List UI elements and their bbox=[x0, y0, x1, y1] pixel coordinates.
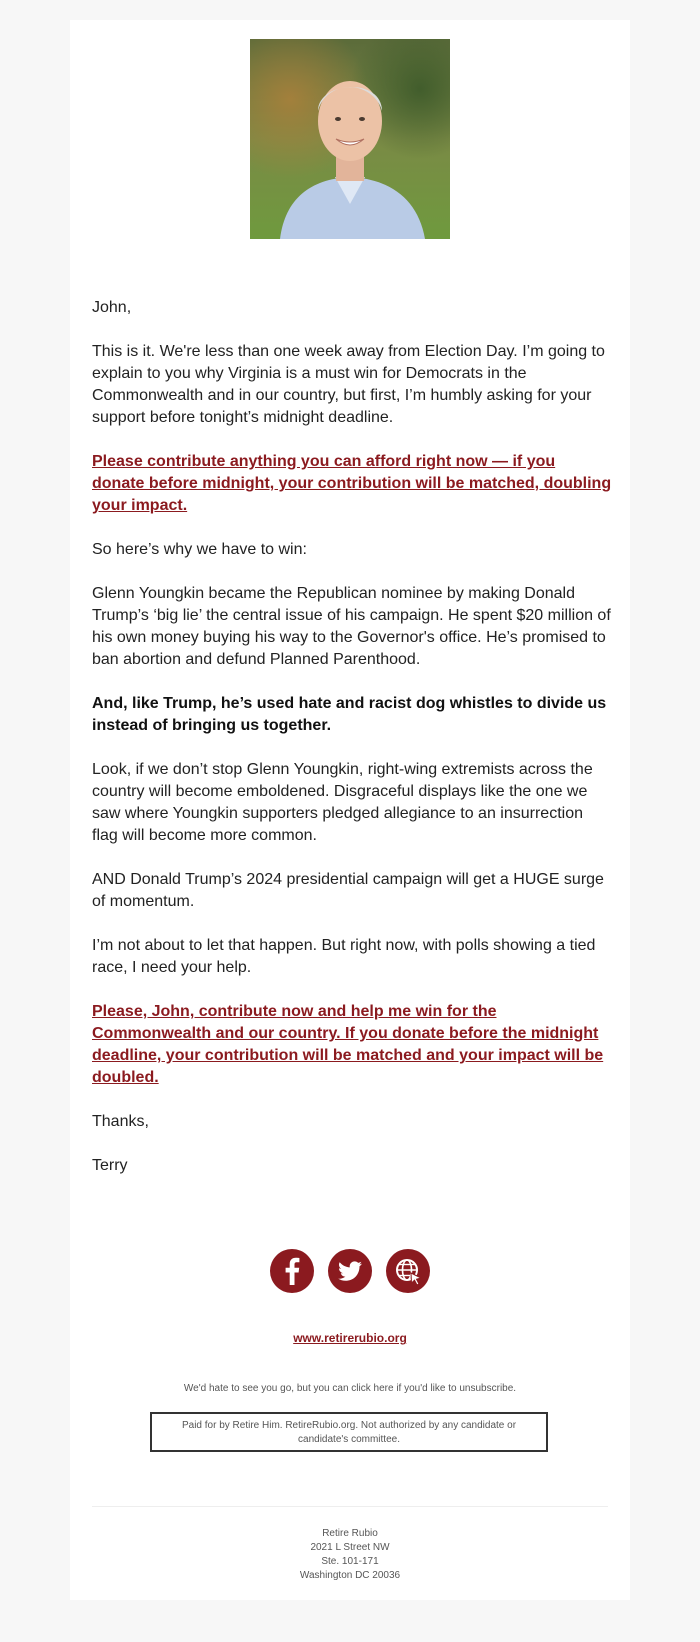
paid-for-disclaimer: Paid for by Retire Him. RetireRubio.org. Not authorized by any candidate or candidate's committee. bbox=[150, 1412, 548, 1452]
mailing-address bbox=[70, 1527, 630, 1583]
paragraph-bold-trump: And, like Trump, he’s used hate and racist dog whistles to divide us instead of bringing us together. bbox=[92, 695, 607, 734]
address-street: 2021 L Street NW bbox=[310, 1542, 390, 1553]
address-org: Retire Rubio bbox=[322, 1528, 378, 1539]
paragraph-intro: This is it. We're less than one week away from Election Day. I’m going to explain to you why Virginia is a must win for Democrats in the Commonwealth and in our country, but first, I’m humbly asking for your support before tonight’s midnight deadline. bbox=[92, 343, 605, 426]
greeting: John, bbox=[92, 299, 132, 316]
facebook-icon bbox=[270, 1249, 314, 1293]
website-icon bbox=[386, 1249, 430, 1293]
website-link[interactable]: www.retirerubio.org bbox=[293, 1331, 407, 1345]
paragraph-youngkin: Glenn Youngkin became the Republican nominee by making Donald Trump’s ‘big lie’ the central issue of his campaign. He spent $20 million of his own money buying his way to the Governor's office. He’s promised to ban abortion and defund Planned Parenthood. bbox=[92, 585, 611, 668]
signoff: Thanks, bbox=[92, 1113, 149, 1130]
twitter-button[interactable] bbox=[328, 1249, 372, 1293]
unsubscribe-text[interactable]: We'd hate to see you go, but you can click here if you'd like to unsubscribe. bbox=[183, 1383, 517, 1394]
letter-body bbox=[92, 297, 612, 1199]
paragraph-extremists: Look, if we don’t stop Glenn Youngkin, right-wing extremists across the country will become emboldened. Disgraceful displays like the one we saw where Youngkin supporters pledged allegiance to an insurrection flag will become more common. bbox=[92, 761, 593, 844]
paragraph-why-win: So here’s why we have to win: bbox=[92, 541, 307, 558]
paragraph-need-help: I’m not about to let that happen. But right now, with polls showing a tied race, I need your help. bbox=[92, 937, 596, 976]
email-card bbox=[70, 20, 630, 1600]
donate-link-1[interactable]: Please contribute anything you can afford right now — if you donate before midnight, your contribution will be matched, doubling your impact. bbox=[92, 453, 612, 514]
candidate-photo bbox=[250, 39, 450, 239]
paragraph-2024: AND Donald Trump’s 2024 presidential campaign will get a HUGE surge of momentum. bbox=[92, 871, 604, 910]
footer-divider bbox=[92, 1506, 608, 1507]
address-suite: Ste. 101-171 bbox=[321, 1556, 379, 1567]
candidate-portrait-image bbox=[250, 39, 450, 239]
site-link-container bbox=[70, 1331, 630, 1345]
donate-link-2[interactable]: Please, John, contribute now and help me win for the Commonwealth and our country. If you donate before the midnight deadline, your contribution will be matched and your impact will be doubled. bbox=[92, 1003, 604, 1086]
address-city: Washington DC 20036 bbox=[299, 1570, 401, 1581]
social-links bbox=[70, 1249, 630, 1293]
website-button[interactable] bbox=[386, 1249, 430, 1293]
facebook-button[interactable] bbox=[270, 1249, 314, 1293]
twitter-icon bbox=[328, 1249, 372, 1293]
signature: Terry bbox=[92, 1157, 128, 1174]
